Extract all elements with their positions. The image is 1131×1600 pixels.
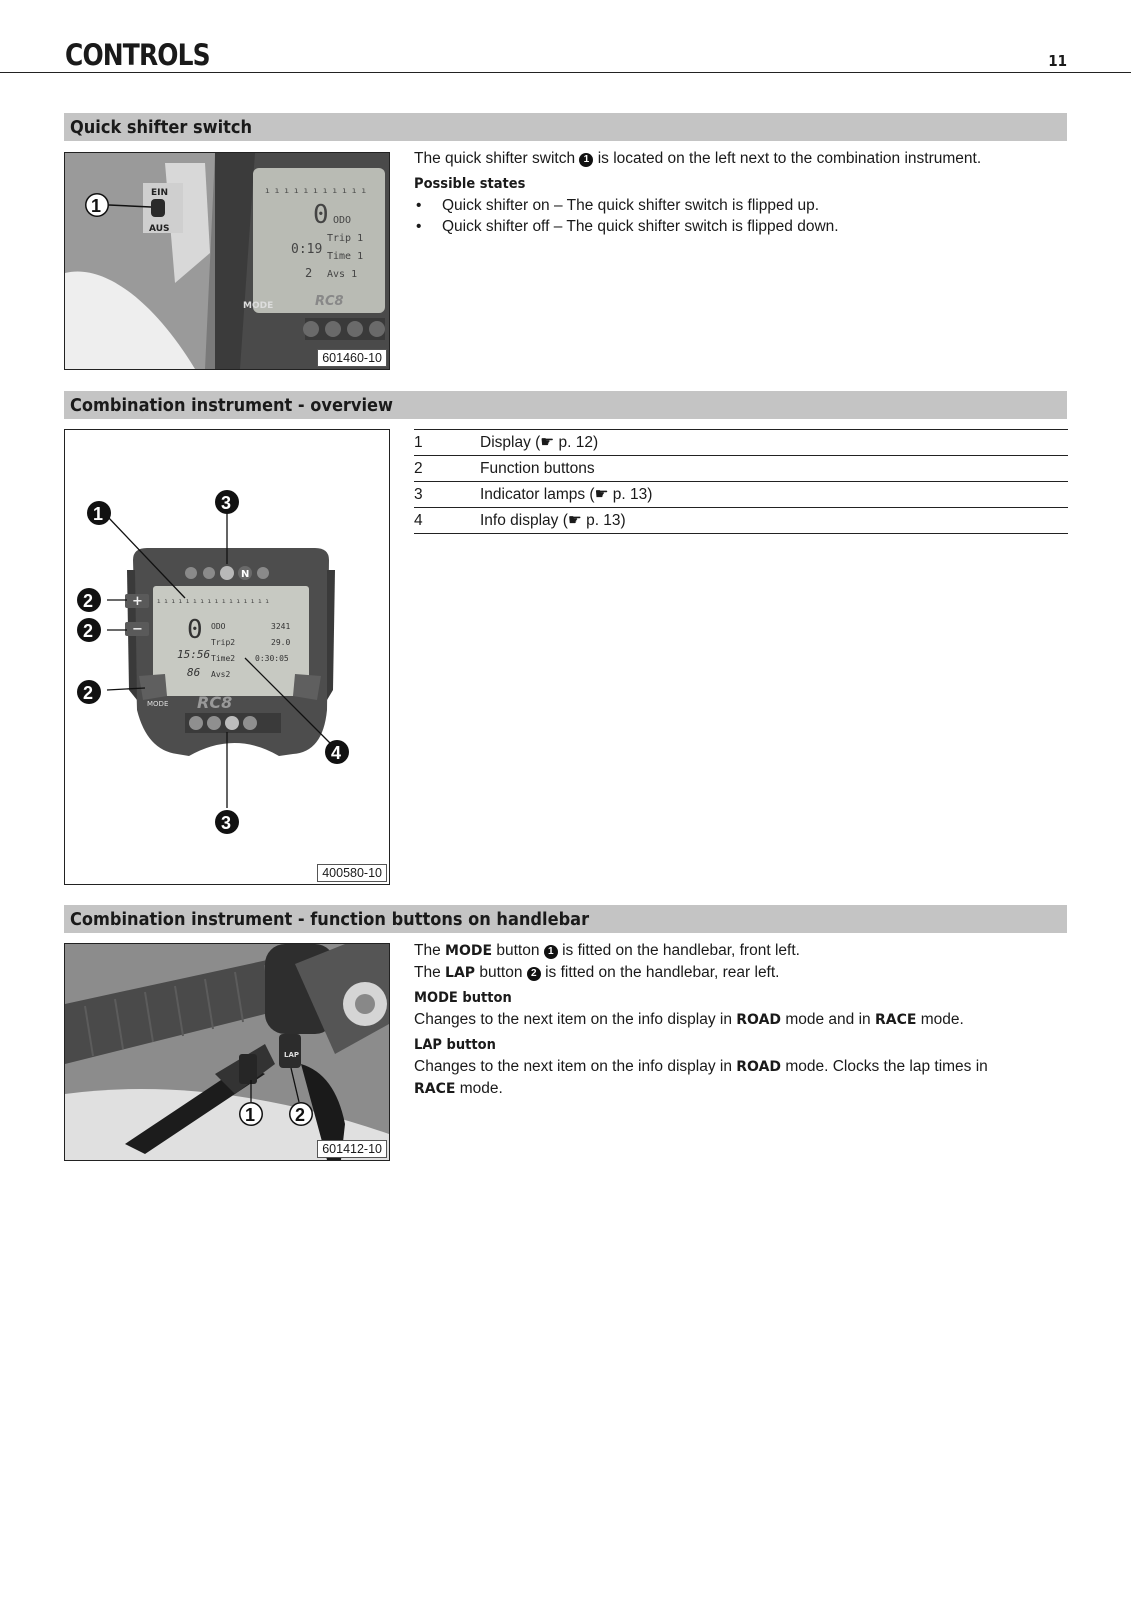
mode-button — [139, 674, 167, 700]
chapter-title: CONTROLS — [65, 38, 210, 72]
mode-button — [239, 1054, 257, 1084]
mode-button-description: Changes to the next item on the info display in ROAD mode and in RACE mode. — [414, 1011, 964, 1028]
svg-text:2: 2 — [83, 621, 94, 641]
callout-1 — [85, 193, 109, 217]
callout-1 — [239, 1102, 263, 1126]
lap-button-description: Changes to the next item on the info display in ROAD mode. Clocks the lap times in RACE mode. — [414, 1058, 988, 1097]
callout-4 — [325, 740, 349, 764]
ref-circle-2: 2 — [527, 967, 541, 981]
instrument-illustration — [65, 430, 389, 884]
callout-2 — [77, 680, 101, 704]
svg-text:2: 2 — [295, 1105, 306, 1125]
fig-trip2-value: 29.0 — [271, 638, 291, 647]
callout-1 — [87, 501, 111, 525]
fig-aus-label: AUS — [149, 224, 170, 234]
svg-text:4: 4 — [331, 743, 342, 763]
figure-code: 601460-10 — [317, 349, 387, 367]
instrument-overview-figure — [64, 429, 390, 885]
fig-odo: ODO — [333, 215, 352, 226]
quick-shifter-illustration — [65, 153, 389, 369]
fig-minus-label: − — [132, 622, 143, 637]
legend-table — [414, 429, 1068, 534]
fig-odo-value: 3241 — [271, 622, 291, 631]
callout-3 — [215, 810, 239, 834]
fig-avs2: Avs2 — [211, 670, 231, 679]
section-heading-instrument-overview — [64, 391, 1067, 419]
handlebar-figure — [64, 943, 390, 1161]
quick-shifter-switch — [151, 199, 165, 217]
figure-code: 601412-10 — [317, 1140, 387, 1158]
table-row: 3 Indicator lamps (☛ p. 13) — [414, 482, 1068, 508]
table-row: 1 Display (☛ p. 12) — [414, 430, 1068, 456]
callout-3 — [215, 490, 239, 514]
svg-text:ı ı ı ı ı ı ı ı ı ı ı ı ı ı ı: ı ı ı ı ı ı ı ı ı ı ı ı ı ı ı ı — [157, 598, 269, 605]
fig-rc8-logo: RC8 — [197, 693, 233, 712]
fig-lap-label: LAP — [284, 1051, 300, 1059]
section-heading-handlebar-buttons — [64, 905, 1067, 933]
section-title: Combination instrument - overview — [70, 395, 393, 416]
lap-location-line: The LAP button 2 is fitted on the handlebar, rear left. — [414, 964, 780, 981]
fig-odo-digit: 0 — [313, 200, 329, 230]
fig-avs1: Avs 1 — [327, 269, 358, 280]
fig-time-value: 0:19 — [291, 242, 323, 257]
svg-text:3: 3 — [221, 813, 232, 833]
fig-odo: ODO — [211, 622, 226, 631]
callout-2 — [77, 618, 101, 642]
fig-time2: Time2 — [211, 654, 236, 663]
fig-trip1: Trip 1 — [327, 233, 364, 244]
ref-circle-1: 1 — [579, 153, 593, 167]
svg-text:1: 1 — [93, 504, 104, 524]
state-item: • Quick shifter on – The quick shifter switch is flipped up. — [414, 195, 1068, 216]
mode-button-heading: MODE button — [414, 990, 512, 1006]
possible-states-heading: Possible states — [414, 176, 526, 192]
svg-text:1: 1 — [245, 1105, 256, 1125]
table-row: 4 Info display (☛ p. 13) — [414, 508, 1068, 534]
callout-2 — [77, 588, 101, 612]
fig-clock: 15:56 — [177, 648, 211, 661]
ref-circle-1: 1 — [544, 945, 558, 959]
quick-shifter-text — [414, 148, 1068, 237]
quick-shifter-intro: The quick shifter switch 1 is located on the left next to the combination instrument. — [414, 150, 982, 167]
handlebar-text — [414, 940, 1068, 1100]
fig-speed-digit: 0 — [187, 615, 203, 645]
fig-gear: 2 — [305, 266, 313, 280]
section-heading-quick-shifter — [64, 113, 1067, 141]
state-item: • Quick shifter off – The quick shifter switch is flipped down. — [414, 216, 1068, 237]
fig-time1: Time 1 — [327, 251, 364, 262]
section-title: Quick shifter switch — [70, 117, 253, 138]
fig-trip2: Trip2 — [211, 638, 236, 647]
fig-plus-label: + — [132, 594, 143, 609]
section-title: Combination instrument - function buttons on handlebar — [70, 909, 590, 930]
mode-location-line: The MODE button 1 is fitted on the handlebar, front left. — [414, 942, 800, 959]
svg-text:2: 2 — [83, 591, 94, 611]
fig-neutral-lamp: N — [241, 569, 250, 580]
callout-2 — [289, 1102, 313, 1126]
svg-text:1: 1 — [91, 196, 102, 216]
figure-code: 400580-10 — [317, 864, 387, 882]
lap-button-heading: LAP button — [414, 1037, 496, 1053]
table-row: 2 Function buttons — [414, 456, 1068, 482]
fig-mode-label: MODE — [243, 301, 274, 311]
page-header — [0, 38, 1131, 73]
fig-time2-value: 0:30:05 — [255, 654, 289, 663]
handlebar-illustration — [65, 944, 389, 1160]
svg-text:2: 2 — [83, 683, 94, 703]
svg-text:3: 3 — [221, 493, 232, 513]
svg-text:ı ı ı ı ı ı ı ı ı ı ı: ı ı ı ı ı ı ı ı ı ı ı — [265, 186, 367, 195]
quick-shifter-figure — [64, 152, 390, 370]
fig-rc8-logo: RC8 — [315, 294, 344, 309]
fig-ein-label: EIN — [151, 188, 169, 198]
fig-mode-label: MODE — [147, 700, 169, 708]
fig-temp: 86 — [187, 666, 201, 679]
page-number: 11 — [1048, 52, 1067, 70]
